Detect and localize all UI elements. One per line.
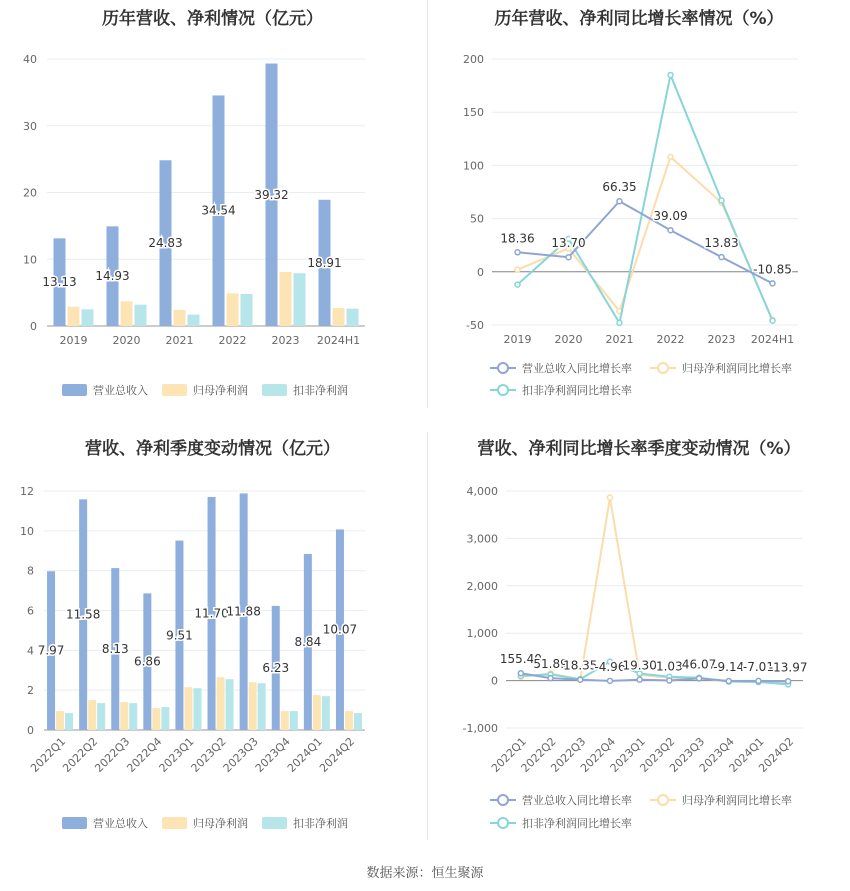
y-tick-label: 150	[463, 106, 484, 120]
data-label: 14.93	[95, 269, 130, 284]
x-tick-label: 2023Q1	[607, 734, 648, 775]
bar-net-profit	[120, 702, 128, 730]
panel-annual-revenue-profit	[0, 0, 425, 410]
series-line-net-profit-growth	[521, 498, 788, 683]
bar-net-profit	[88, 700, 96, 730]
data-label: 11.58	[65, 607, 101, 622]
point-deducted-profit-growth	[770, 318, 775, 323]
x-tick-label: 2023Q4	[252, 734, 293, 775]
legend-item-3	[262, 383, 348, 397]
x-tick-label: 2022Q2	[60, 734, 101, 775]
chart-title: 历年营收、净利同比增长率情况（%）	[494, 9, 784, 29]
point-revenue-growth	[726, 679, 731, 684]
bar-net-profit	[121, 301, 133, 326]
data-label: 18.36	[500, 231, 535, 246]
legend-swatch-2	[162, 384, 187, 396]
legend-swatch-1	[62, 817, 87, 829]
data-label: 155.40	[499, 652, 542, 667]
panel-quarter-revenue-profit	[0, 428, 425, 848]
x-tick-label: 2023	[707, 333, 736, 346]
data-label: 18.91	[307, 255, 342, 270]
legend-item-1	[490, 793, 632, 807]
data-label: 8.13	[101, 642, 129, 657]
point-net-profit-growth	[668, 154, 673, 159]
x-tick-label: 2023Q1	[156, 734, 197, 775]
legend-item-3	[262, 816, 348, 830]
legend-marker-1	[498, 795, 508, 805]
bar-deducted-profit	[258, 683, 266, 730]
chart-title: 营收、净利季度变动情况（亿元）	[85, 439, 340, 459]
x-tick-label: 2022	[656, 333, 685, 346]
y-tick-label: 50	[470, 212, 484, 226]
x-tick-label: 2024Q2	[317, 734, 358, 775]
legend-marker-2	[658, 795, 668, 805]
legend-label-3: 扣非净利润	[293, 384, 348, 397]
chart-quarter-growth	[428, 428, 850, 848]
data-label: 24.83	[148, 236, 183, 251]
x-tick-label: 2022Q3	[548, 734, 589, 775]
legend-marker-1	[498, 363, 508, 373]
legend-label-2: 归母净利润	[193, 384, 248, 397]
panel-annual-growth	[428, 0, 850, 410]
legend-label-3: 扣非净利润同比增长率	[522, 817, 632, 830]
y-tick-label: 0	[477, 265, 484, 279]
x-tick-label: 2022Q2	[518, 734, 559, 775]
legend-item-2	[162, 816, 248, 830]
y-tick-label: 100	[463, 159, 484, 173]
bar-deducted-profit	[65, 713, 73, 730]
legend-swatch-1	[62, 384, 87, 396]
point-revenue-growth	[637, 677, 642, 682]
legend-swatch-3	[262, 384, 287, 396]
point-revenue-growth	[548, 676, 553, 681]
bar-deducted-profit	[241, 294, 253, 326]
data-label: 6.23	[262, 660, 290, 675]
data-label: 46.07	[681, 657, 717, 672]
legend-item-3	[490, 816, 632, 830]
bar-deducted-profit	[135, 305, 147, 326]
y-tick-label: 8	[27, 564, 34, 578]
y-tick-label: 12	[20, 485, 34, 498]
y-tick-label: 1,000	[466, 627, 498, 641]
x-tick-label: 2023Q3	[220, 734, 261, 775]
x-tick-label: 2019	[503, 333, 532, 346]
data-label: 11.88	[226, 604, 261, 619]
bar-net-profit	[345, 711, 353, 730]
point-revenue-growth	[667, 678, 672, 683]
data-label: 13.13	[42, 275, 77, 290]
bar-net-profit	[281, 711, 289, 730]
data-label: 18.35	[563, 658, 598, 673]
data-label: -4.96	[594, 659, 626, 674]
point-revenue-growth	[719, 255, 724, 260]
legend-label-1: 营业总收入同比增长率	[522, 794, 632, 807]
bar-net-profit	[174, 310, 186, 326]
point-net-profit-growth	[515, 267, 520, 272]
point-revenue-growth	[578, 677, 583, 682]
point-revenue-growth	[770, 281, 775, 286]
legend-marker-3	[498, 385, 508, 395]
legend-label-1: 营业总收入同比增长率	[522, 362, 632, 375]
x-tick-label: 2024H1	[750, 333, 795, 346]
y-tick-label: 200	[463, 53, 484, 66]
x-tick-label: 2020	[112, 334, 141, 347]
point-revenue-growth	[566, 255, 571, 260]
legend-label-2: 归母净利润同比增长率	[682, 362, 792, 375]
x-tick-label: 2023Q2	[188, 734, 229, 775]
point-deducted-profit-growth	[668, 72, 673, 77]
legend-label-1: 营业总收入	[93, 817, 148, 830]
y-tick-label: 0	[491, 674, 498, 688]
x-tick-label: 2024H1	[316, 334, 361, 347]
data-label: 7.97	[37, 643, 65, 658]
legend-marker-2	[658, 363, 668, 373]
x-tick-label: 2022Q4	[124, 734, 165, 775]
data-label: 13.70	[551, 236, 586, 251]
point-revenue-growth	[756, 678, 761, 683]
x-tick-label: 2023Q2	[637, 734, 678, 775]
legend-item-2	[650, 793, 792, 807]
bar-deducted-profit	[97, 703, 105, 730]
x-tick-label: 2022Q3	[92, 734, 133, 775]
y-tick-label: 4,000	[466, 485, 498, 498]
x-tick-label: 2021	[605, 333, 634, 346]
bar-deducted-profit	[226, 679, 234, 730]
x-tick-label: 2024Q1	[284, 734, 325, 775]
bar-deducted-profit	[161, 707, 169, 730]
point-net-profit-growth	[607, 495, 612, 500]
point-revenue-growth	[607, 678, 612, 683]
y-tick-label: 2,000	[466, 579, 498, 593]
data-source: 数据来源：恒生聚源	[366, 866, 484, 881]
bar-net-profit	[56, 711, 64, 730]
point-revenue-growth	[515, 250, 520, 255]
legend-item-2	[650, 361, 792, 375]
bar-net-profit	[249, 682, 257, 730]
data-label: -7.01	[742, 659, 774, 674]
data-label: 1.03	[655, 659, 683, 674]
x-tick-label: 2023Q4	[696, 734, 737, 775]
legend-label-2: 归母净利润	[193, 817, 248, 830]
point-revenue-growth	[668, 228, 673, 233]
x-tick-label: 2023Q3	[667, 734, 708, 775]
x-tick-label: 2022Q4	[578, 734, 619, 775]
bar-net-profit	[152, 708, 160, 730]
legend-label-1: 营业总收入	[93, 384, 148, 397]
bar-net-profit	[68, 307, 80, 326]
bar-deducted-profit	[188, 315, 200, 326]
data-label: 8.84	[294, 634, 322, 649]
x-tick-label: 2023	[271, 334, 300, 347]
legend-label-3: 扣非净利润同比增长率	[522, 384, 632, 397]
x-tick-label: 2022Q1	[28, 734, 69, 775]
point-deducted-profit-growth	[515, 282, 520, 287]
y-tick-label: 2	[27, 684, 34, 698]
legend-label-2: 归母净利润同比增长率	[682, 794, 792, 807]
y-tick-label: 30	[23, 119, 37, 133]
bar-net-profit	[184, 687, 192, 730]
point-revenue-growth	[617, 199, 622, 204]
x-tick-label: 2024Q2	[756, 734, 797, 775]
y-tick-label: 40	[23, 53, 37, 66]
bar-net-profit	[333, 308, 345, 326]
point-deducted-profit-growth	[617, 320, 622, 325]
bar-deducted-profit	[290, 711, 298, 730]
legend-item-3	[490, 383, 632, 397]
bar-deducted-profit	[82, 309, 94, 326]
x-tick-label: 2019	[59, 334, 88, 347]
point-revenue-growth	[697, 676, 702, 681]
point-revenue-growth	[786, 679, 791, 684]
data-label: -10.85	[753, 262, 792, 277]
y-tick-label: 0	[30, 320, 37, 333]
legend-swatch-3	[262, 817, 287, 829]
data-label: 51.89	[533, 657, 568, 672]
bar-deducted-profit	[347, 309, 359, 326]
data-label: 39.32	[254, 187, 289, 202]
point-deducted-profit-growth	[719, 198, 724, 203]
legend-marker-3	[498, 818, 508, 828]
bar-deducted-profit	[294, 273, 306, 326]
legend-item-1	[62, 383, 148, 397]
bar-net-profit	[227, 293, 239, 326]
y-tick-label: 0	[27, 724, 34, 737]
bar-net-profit	[217, 677, 225, 730]
data-label: 34.54	[201, 203, 236, 218]
legend-label-3: 扣非净利润	[293, 817, 348, 830]
y-tick-label: 4	[27, 644, 34, 658]
chart-annual-bar	[0, 0, 425, 410]
x-tick-label: 2022Q1	[488, 734, 529, 775]
x-tick-label: 2020	[554, 333, 583, 346]
y-tick-label: 6	[27, 604, 34, 618]
y-tick-label: 20	[23, 186, 37, 200]
point-revenue-growth	[518, 671, 523, 676]
legend-item-1	[62, 816, 148, 830]
bar-deducted-profit	[129, 703, 137, 730]
x-tick-label: 2022	[218, 334, 247, 347]
data-label: 39.09	[653, 209, 688, 224]
chart-title: 历年营收、净利情况（亿元）	[102, 9, 323, 29]
data-label: 9.51	[166, 628, 193, 643]
data-label: 11.70	[194, 606, 229, 621]
y-tick-label: 3,000	[466, 532, 498, 546]
bar-net-profit	[280, 272, 292, 326]
data-label: 66.35	[602, 180, 637, 195]
x-tick-label: 2024Q1	[726, 734, 767, 775]
bar-deducted-profit	[354, 713, 362, 730]
y-tick-label: -1,000	[462, 722, 498, 735]
legend-swatch-2	[162, 817, 187, 829]
chart-annual-growth	[428, 0, 850, 410]
bar-deducted-profit	[193, 688, 201, 730]
y-tick-label: 10	[23, 253, 37, 267]
y-tick-label: -50	[466, 319, 484, 332]
legend-item-1	[490, 361, 632, 375]
bar-deducted-profit	[322, 696, 330, 730]
panel-quarter-growth	[428, 428, 850, 848]
data-label: 6.86	[133, 654, 161, 669]
data-label: -9.14	[713, 660, 745, 675]
chart-title: 营收、净利同比增长率季度变动情况（%）	[477, 439, 801, 459]
legend-item-2	[162, 383, 248, 397]
x-tick-label: 2021	[165, 334, 194, 347]
y-tick-label: 10	[20, 524, 34, 538]
bar-net-profit	[313, 695, 321, 730]
data-label: 13.83	[704, 236, 739, 251]
data-label: 10.07	[322, 622, 358, 637]
data-label: -13.97	[768, 660, 808, 675]
chart-quarter-bar	[0, 428, 425, 848]
data-label: 19.30	[622, 658, 657, 673]
